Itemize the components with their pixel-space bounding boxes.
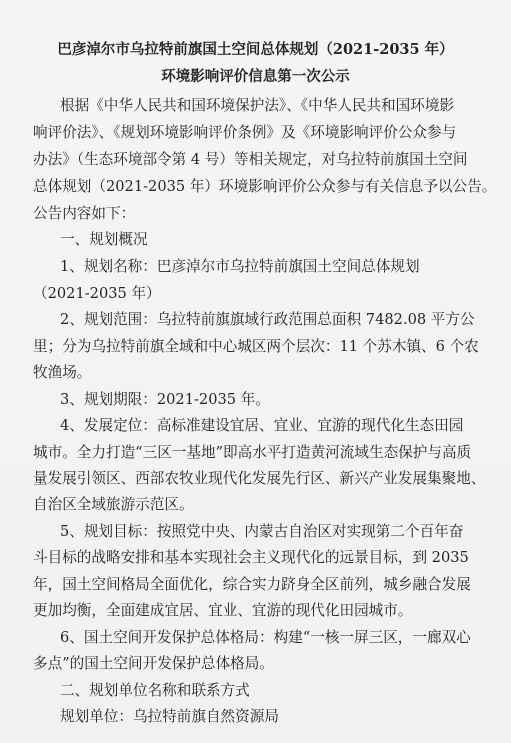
body-line: 2、规划范围：乌拉特前旗旗域行政范围总面积 7482.08 平方公 <box>60 311 475 328</box>
body-line: 城市。全力打造“三区一基地”即高水平打造黄河流域生态保护与高质 <box>33 444 472 461</box>
section-heading: 二、规划单位名称和联系方式 <box>60 682 250 699</box>
body-line: 自治区全域旅游示范区。 <box>33 496 194 513</box>
body-line: 更加均衡，全面建成宜居、宜业、宜游的现代化田园城市。 <box>33 602 413 619</box>
body-line: 6、国土空间开发保护总体格局：构建“一核一屏三区，一廊双心 <box>60 629 471 646</box>
body-line: 斗目标的战略安排和基本实现社会主义现代化的远景目标，到 2035 <box>33 549 469 566</box>
document-subtitle: 环境影响评价信息第一次公示 <box>161 68 350 85</box>
document-title: 巴彦淖尔市乌拉特前旗国土空间总体规划（2021-2035 年） <box>57 41 454 58</box>
body-line: 5、规划目标：按照党中央、内蒙古自治区对实现第二个百年奋 <box>60 523 464 540</box>
body-line: 里；分为乌拉特前旗全域和中心城区两个层次：11 个苏木镇、6 个农 <box>33 338 479 355</box>
body-line: 牧渔场。 <box>33 364 92 381</box>
body-line: 4、发展定位：高标准建设宜居、宜业、宜游的现代化生态田园 <box>60 417 464 434</box>
body-line: 根据《中华人民共和国环境保护法》、《中华人民共和国环境影 <box>60 97 455 114</box>
body-line: 总体规划（2021-2035 年）环境影响评价公众参与有关信息予以公告。 <box>33 178 497 195</box>
body-line: 公告内容如下： <box>33 205 136 222</box>
body-line: （2021-2035 年） <box>33 285 161 302</box>
body-line: 多点”的国土空间开发保护总体格局。 <box>33 655 274 672</box>
body-line: 办法》（生态环境部令第 4 号）等相关规定，对乌拉特前旗国土空间 <box>33 151 468 168</box>
body-line: 3、规划期限：2021-2035 年。 <box>60 391 270 408</box>
body-line: 1、规划名称：巴彦淖尔市乌拉特前旗国土空间总体规划 <box>60 258 420 275</box>
body-line: 量发展引领区、西部农牧业现代化发展先行区、新兴产业发展集聚地、 <box>33 470 486 487</box>
body-line: 年，国土空间格局全面优化，综合实力跻身全区前列，城乡融合发展 <box>33 576 471 593</box>
section-heading: 一、规划概况 <box>60 231 148 248</box>
body-line: 响评价法》、《规划环境影响评价条例》及《环境影响评价公众参与 <box>33 124 457 141</box>
body-line: 规划单位：乌拉特前旗自然资源局 <box>60 708 279 725</box>
